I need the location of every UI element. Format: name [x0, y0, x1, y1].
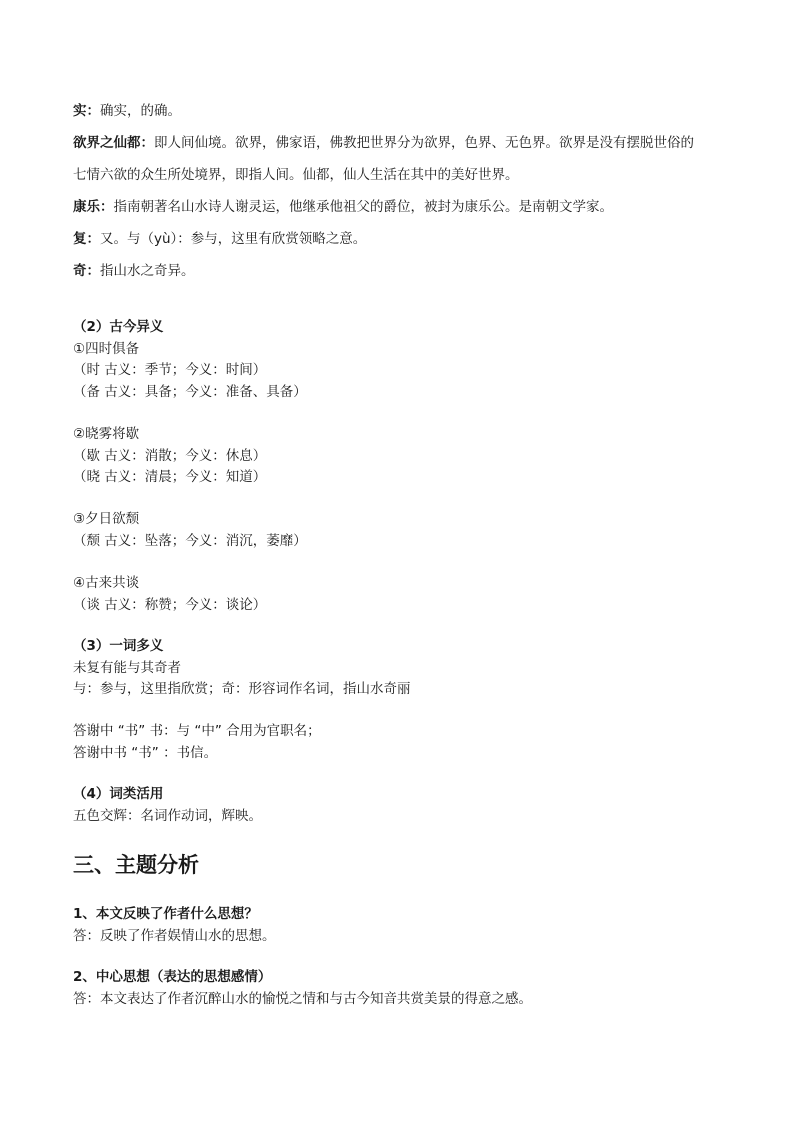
question: 1、本文反映了作者什么思想？ — [73, 906, 258, 922]
item-line: （谈 古义：称赞；今义：谈论） — [73, 596, 267, 613]
item-block — [73, 424, 266, 489]
item-title: ②晓雾将歇 — [73, 426, 140, 442]
item-title: ①四时俱备 — [73, 340, 140, 357]
body-line: 答谢中 “书” 书：与 “中” 合用为官职名； — [73, 723, 321, 739]
answer: 答：反映了作者娱情山水的思想。 — [73, 927, 276, 944]
annotation-shi: 实：确实，的确。 — [73, 103, 181, 119]
item-line: （备 古义：具备；今义：准备、具备） — [73, 383, 307, 400]
item-block — [73, 509, 307, 552]
annotation-qi: 奇：指山水之奇异。 — [73, 263, 195, 279]
section-heading: （2）古今异义 — [73, 319, 164, 335]
annotation-yujie-cont: 七情六欲的众生所处境界，即指人间。仙都，仙人生活在其中的美好世界。 — [73, 167, 519, 183]
body-line: 未复有能与其奇者 — [73, 659, 181, 676]
theme-question-1 — [73, 904, 276, 947]
section-heading: （3）一词多义 — [73, 638, 164, 654]
item-title: ④古来共谈 — [73, 575, 140, 591]
body-line: 答谢中书 “书” ：书信。 — [73, 744, 218, 761]
theme-analysis-heading: 三、主题分析 — [73, 853, 199, 877]
theme-question-2 — [73, 967, 532, 1010]
section-polysemy — [73, 636, 411, 701]
annotation-kangle: 康乐：指南朝著名山水诗人谢灵运，他继承他祖父的爵位，被封为康乐公。是南朝文学家。 — [73, 199, 613, 215]
section-ancient-modern-meanings — [73, 317, 307, 403]
item-title: ③夕日欲颓 — [73, 511, 140, 527]
item-line: （颓 古义：坠落；今义：消沉，萎靡） — [73, 532, 307, 549]
item-line: （晓 古义：清晨；今义：知道） — [73, 469, 267, 485]
section-heading: （4）词类活用 — [73, 786, 164, 802]
body-line: 五色交辉：名词作动词，辉映。 — [73, 807, 262, 824]
item-line: （时 古义：季节；今义：时间） — [73, 362, 267, 378]
annotation-yujie: 欲界之仙都：即人间仙境。欲界，佛家语，佛教把世界分为欲界，色界、无色界。欲界是没有摆脱世俗的 — [73, 135, 694, 151]
annotation-fu: 复：又。与（yù）：参与，这里有欣赏领略之意。 — [73, 231, 367, 247]
item-line: （歇 古义：消散；今义：休息） — [73, 447, 267, 464]
polysemy-shu — [73, 721, 321, 764]
section-word-class — [73, 784, 262, 827]
item-block — [73, 573, 266, 616]
body-line: 与：参与，这里指欣赏；奇：形容词作名词，指山水奇丽 — [73, 681, 411, 697]
answer: 答：本文表达了作者沉醉山水的愉悦之情和与古今知音共赏美景的得意之感。 — [73, 990, 532, 1007]
question: 2、中心思想（表达的思想感情） — [73, 969, 272, 985]
